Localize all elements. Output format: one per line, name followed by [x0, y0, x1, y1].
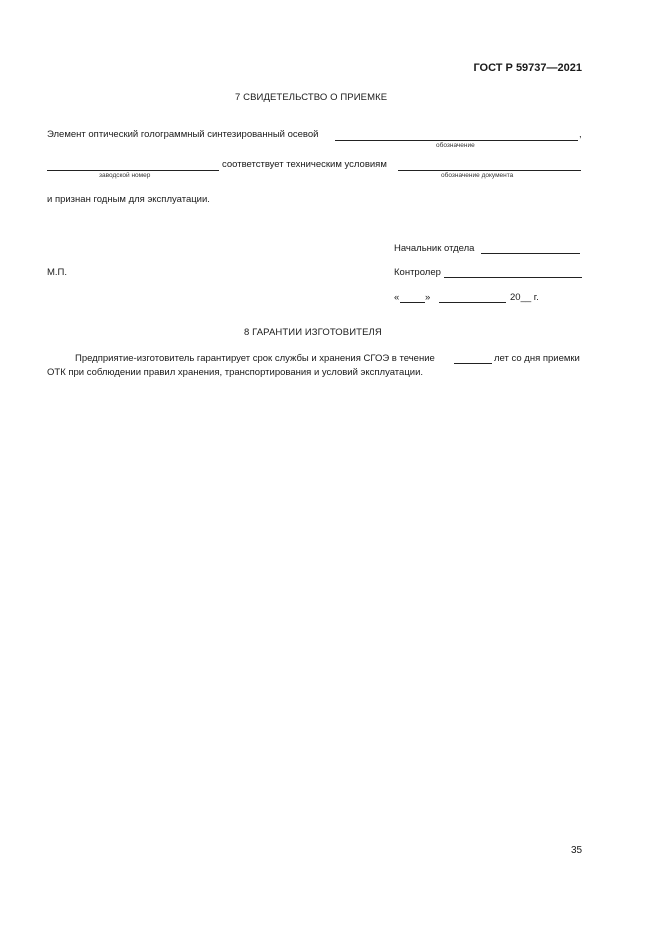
- accepted-text: и признан годным для эксплуатации.: [47, 194, 210, 205]
- standard-designation: ГОСТ Р 59737—2021: [473, 62, 582, 74]
- date-close-quote: »: [425, 292, 431, 303]
- warranty-para-part2: лет со дня приемки: [494, 353, 580, 364]
- serial-blank-line: [47, 170, 219, 171]
- controller-signature-line: [444, 277, 582, 278]
- warranty-para-part1: Предприятие-изготовитель гарантирует срок службы и хранения СГОЭ в течение: [75, 353, 435, 364]
- doc-blank-line: [398, 170, 581, 171]
- line2-text: соответствует техническим условиям: [222, 159, 387, 170]
- stamp-label: М.П.: [47, 267, 68, 278]
- section-8-title: 8 ГАРАНТИИ ИЗГОТОВИТЕЛЯ: [244, 327, 382, 338]
- date-year: 20__ г.: [510, 292, 539, 303]
- line1-comma: ,: [579, 129, 582, 140]
- designation-blank-line: [335, 140, 578, 141]
- caption-designation: обозначение: [436, 142, 475, 149]
- head-signature-line: [481, 253, 580, 254]
- caption-serial: заводской номер: [99, 172, 151, 179]
- date-day-line: [400, 302, 425, 303]
- warranty-years-line: [454, 363, 492, 364]
- date-month-line: [439, 302, 506, 303]
- section-7-title: 7 СВИДЕТЕЛЬСТВО О ПРИЕМКЕ: [235, 92, 388, 103]
- controller-label: Контролер: [394, 267, 441, 278]
- page-number: 35: [571, 845, 583, 856]
- caption-doc: обозначение документа: [441, 172, 514, 179]
- date-open-quote: «: [394, 292, 400, 303]
- warranty-para-line2: ОТК при соблюдении правил хранения, транспортирования и условий эксплуатации.: [47, 367, 424, 378]
- line1-text: Элемент оптический голограммный синтезированный осевой: [47, 129, 319, 140]
- head-label: Начальник отдела: [394, 243, 475, 254]
